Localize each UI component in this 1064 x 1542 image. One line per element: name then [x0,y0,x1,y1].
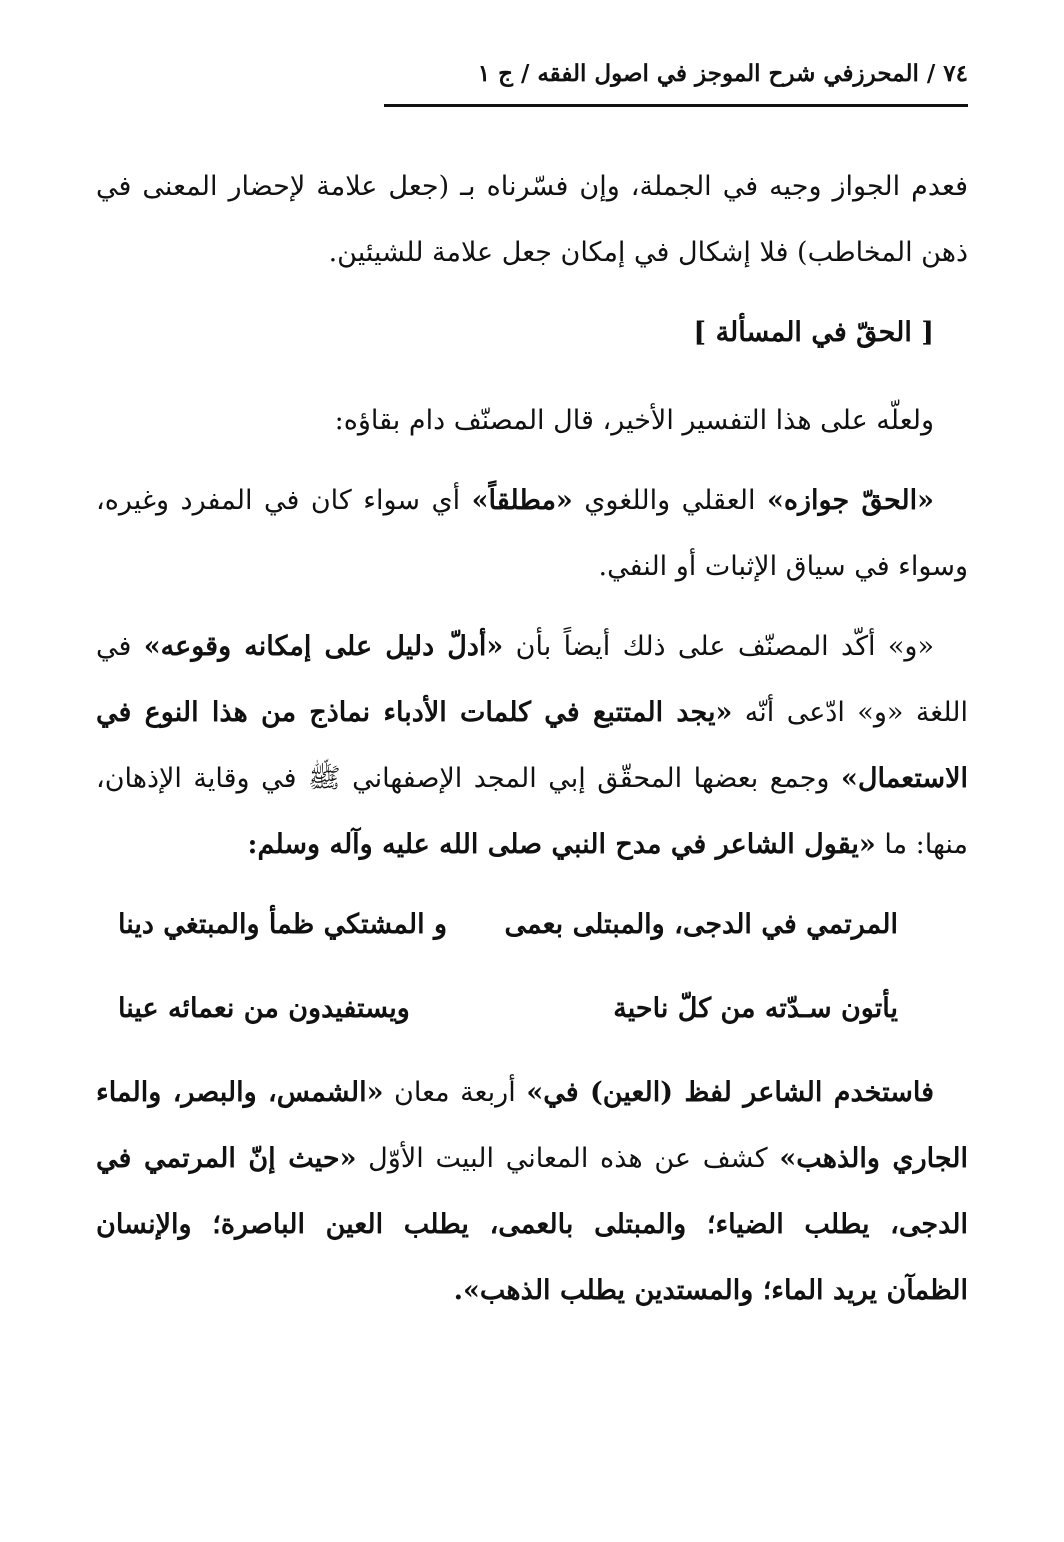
paragraph-1: فعدم الجواز وجيه في الجملة، وإن فسّرناه بـ (جعل علامة لإحضار المعنى في ذهن المخاطب) فلا إشكال في إمكان جعل علامة للشيئين. [96,171,968,268]
section-heading: [ الحقّ في المسألة ] [693,317,934,348]
text-segment: كشف عن هذه المعاني البيت الأوّل [356,1143,780,1174]
text-segment: وجمع بعضها المحقّق إبي المجد الإصفهاني ﷺ في وقاية الإذهان، منها: ما [96,763,968,860]
quote-segment: «مطلقاً» [471,485,573,516]
text-segment: أي سواء كان في المفرد وغيره، وسواء في سياق الإثبات أو النفي. [96,485,968,582]
quote-segment: فاستخدم الشاعر لفظ (العين) في» [526,1077,934,1108]
verse-1-first-hemistich: المرتمي في الدجى، والمبتلى بعمى [504,909,898,940]
quote-segment: «يقول الشاعر في مدح النبي صلى الله عليه وآله وسلم: [247,829,876,860]
quote-segment: «يجد المتتبع في كلمات الأدباء نماذج من هذا النوع في الاستعمال» [96,697,968,794]
text-segment: العقلي واللغوي [572,485,767,516]
quote-segment: «حيث إنّ المرتمي في الدجى، يطلب الضياء؛ والمبتلى بالعمى، يطلب العين الباصرة؛ والإنسان الظمآن يريد الماء؛ والمستدين يطلب الذهب». [96,1143,968,1306]
paragraph-5 [96,1060,968,1324]
header-rule [384,104,968,107]
paragraph-4 [96,614,968,878]
quote-segment: «الحقّ جوازه» [766,485,934,516]
running-header: ٧٤ / المحرزفي شرح الموجز في اصول الفقه / ج ١ [477,60,968,87]
verse-line-2 [118,976,898,1042]
verse-2-first-hemistich: يأتون سـدّته من كلّ ناحية [613,993,898,1024]
quote-segment: «الشمس، والبصر، والماء الجاري والذهب» [96,1077,968,1174]
paragraph-2: ولعلّه على هذا التفسير الأخير، قال المصنّف دام بقاؤه: [334,405,934,436]
verse-2-second-hemistich: ويستفيدون من نعمائه عينا [118,993,410,1024]
verse-1-second-hemistich: و المشتكي ظمأ والمبتغي دينا [118,909,448,940]
verse-line-1 [118,892,898,958]
text-segment: «و» أكّد المصنّف على ذلك أيضاً بأن [503,631,934,662]
quote-segment: «أدلّ دليل على إمكانه وقوعه» [143,631,504,662]
text-segment: أربعة معان [383,1077,527,1108]
text-segment: في اللغة «و» ادّعى أنّه [96,631,968,728]
body-text [96,154,968,1338]
paragraph-3 [96,468,968,600]
